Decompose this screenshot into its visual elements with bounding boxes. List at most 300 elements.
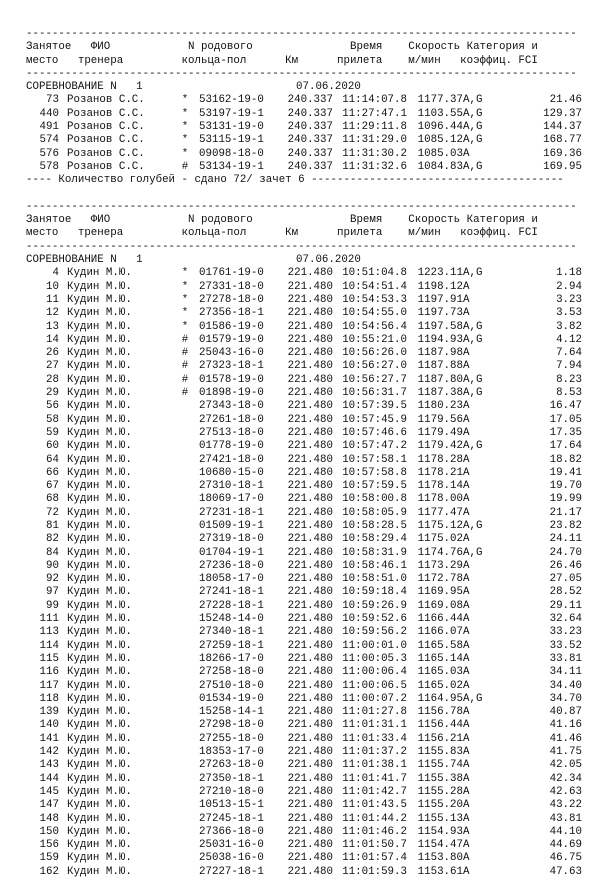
- cell-distance: 221.480: [287, 812, 333, 825]
- result-row: [26, 427, 582, 440]
- cell-place: 576: [39, 147, 59, 160]
- cell-mark: *: [181, 280, 189, 293]
- cell-category: A: [463, 466, 470, 479]
- section-footer: ---- Количество голубей - сдано 72/ зачет 6 ---------------------------------------: [26, 174, 564, 187]
- cell-arrival-time: 10:58:31.9: [342, 546, 407, 559]
- cell-coefficient: 3.53: [556, 307, 582, 320]
- rule-header: -------------------------------------------------------------------------------------: [26, 67, 577, 80]
- result-row: [26, 400, 582, 413]
- cell-coefficient: 2.94: [556, 280, 582, 293]
- cell-distance: 221.480: [287, 599, 333, 612]
- cell-coefficient: 8.53: [556, 387, 582, 400]
- cell-coefficient: 7.64: [556, 347, 582, 360]
- cell-mark: #: [181, 373, 189, 386]
- cell-coefficient: 32.64: [549, 613, 582, 626]
- cell-ring-number: 27319-18-0: [199, 533, 264, 546]
- cell-coefficient: 40.87: [549, 706, 582, 719]
- cell-place: 60: [46, 440, 59, 453]
- cell-category: A: [463, 347, 470, 360]
- result-row: [26, 134, 582, 147]
- cell-ring-number: 01761-19-0: [199, 267, 264, 280]
- cell-arrival-time: 10:59:52.6: [342, 613, 407, 626]
- cell-category: A,G: [463, 94, 483, 107]
- cell-distance: 221.480: [287, 546, 333, 559]
- cell-distance: 221.480: [287, 652, 333, 665]
- cell-mark: *: [181, 267, 189, 280]
- cell-ring-number: 27227-18-1: [199, 865, 264, 878]
- result-row: [26, 586, 582, 599]
- cell-place: 118: [39, 692, 59, 705]
- cell-arrival-time: 10:55:21.0: [342, 333, 407, 346]
- result-row: [26, 839, 582, 852]
- cell-distance: 221.480: [287, 573, 333, 586]
- result-row: [26, 121, 582, 134]
- cell-distance: 221.480: [287, 746, 333, 759]
- cell-arrival-time: 10:57:45.9: [342, 413, 407, 426]
- cell-arrival-time: 11:27:47.1: [342, 107, 407, 120]
- cell-place: 148: [39, 812, 59, 825]
- cell-trainer: Кудин М.Ю.: [67, 785, 132, 798]
- cell-distance: 221.480: [287, 453, 333, 466]
- cell-trainer: Кудин М.Ю.: [67, 360, 132, 373]
- result-row: [26, 773, 582, 786]
- cell-arrival-time: 10:58:28.5: [342, 519, 407, 532]
- cell-speed: 1155.13: [417, 812, 463, 825]
- cell-place: 142: [39, 746, 59, 759]
- cell-speed: 1165.58: [417, 639, 463, 652]
- cell-mark: *: [181, 121, 189, 134]
- cell-distance: 221.480: [287, 706, 333, 719]
- cell-trainer: Кудин М.Ю.: [67, 759, 132, 772]
- cell-place: 4: [52, 267, 59, 280]
- cell-place: 68: [46, 493, 59, 506]
- results-rows: [26, 94, 582, 174]
- cell-distance: 221.480: [287, 280, 333, 293]
- cell-mark: *: [181, 94, 189, 107]
- cell-distance: 221.480: [287, 679, 333, 692]
- cell-place: 156: [39, 839, 59, 852]
- cell-ring-number: 01579-19-0: [199, 333, 264, 346]
- cell-coefficient: 41.46: [549, 732, 582, 745]
- cell-ring-number: 10680-15-0: [199, 466, 264, 479]
- cell-arrival-time: 11:01:33.4: [342, 732, 407, 745]
- cell-trainer: Кудин М.Ю.: [67, 453, 132, 466]
- cell-speed: 1155.28: [417, 785, 463, 798]
- cell-category: A: [463, 812, 470, 825]
- cell-mark: *: [181, 134, 189, 147]
- cell-arrival-time: 11:01:43.5: [342, 799, 407, 812]
- cell-mark: #: [181, 347, 189, 360]
- cell-place: 66: [46, 466, 59, 479]
- cell-arrival-time: 10:54:51.4: [342, 280, 407, 293]
- cell-speed: 1165.03: [417, 666, 463, 679]
- cell-distance: 240.337: [287, 134, 333, 147]
- result-row: [26, 560, 582, 573]
- cell-trainer: Кудин М.Ю.: [67, 719, 132, 732]
- cell-ring-number: 53162-19-0: [199, 94, 264, 107]
- cell-distance: 221.480: [287, 852, 333, 865]
- cell-distance: 221.480: [287, 865, 333, 878]
- result-row: [26, 680, 582, 693]
- cell-trainer: Кудин М.Ю.: [67, 280, 132, 293]
- cell-distance: 221.480: [287, 360, 333, 373]
- cell-trainer: Кудин М.Ю.: [67, 546, 132, 559]
- cell-category: A,G: [463, 387, 483, 400]
- cell-place: 26: [46, 347, 59, 360]
- cell-arrival-time: 11:01:57.4: [342, 852, 407, 865]
- cell-place: 28: [46, 373, 59, 386]
- result-row: [26, 573, 582, 586]
- cell-speed: 1178.00: [417, 493, 463, 506]
- cell-speed: 1180.23: [417, 400, 463, 413]
- cell-arrival-time: 10:58:00.8: [342, 493, 407, 506]
- cell-ring-number: 27421-18-0: [199, 453, 264, 466]
- cell-category: A,G: [463, 134, 483, 147]
- cell-distance: 221.480: [287, 293, 333, 306]
- cell-coefficient: 17.05: [549, 413, 582, 426]
- cell-category: A,G: [463, 333, 483, 346]
- result-row: [26, 613, 582, 626]
- cell-distance: 221.480: [287, 333, 333, 346]
- cell-category: A: [463, 652, 470, 665]
- cell-arrival-time: 11:31:32.6: [342, 160, 407, 173]
- cell-place: 59: [46, 426, 59, 439]
- cell-place: 115: [39, 652, 59, 665]
- cell-distance: 240.337: [287, 147, 333, 160]
- cell-coefficient: 169.95: [543, 160, 582, 173]
- cell-distance: 240.337: [287, 94, 333, 107]
- cell-category: A: [463, 426, 470, 439]
- cell-place: 29: [46, 387, 59, 400]
- cell-distance: 221.480: [287, 320, 333, 333]
- cell-arrival-time: 11:01:42.7: [342, 785, 407, 798]
- cell-ring-number: 27310-18-1: [199, 480, 264, 493]
- cell-coefficient: 19.99: [549, 493, 582, 506]
- result-row: [26, 148, 582, 161]
- cell-distance: 221.480: [287, 732, 333, 745]
- cell-speed: 1223.11: [417, 267, 463, 280]
- competition-date: 07.06.2020: [296, 254, 361, 267]
- cell-coefficient: 19.41: [549, 466, 582, 479]
- cell-speed: 1156.21: [417, 732, 463, 745]
- cell-place: 97: [46, 586, 59, 599]
- cell-distance: 221.480: [287, 480, 333, 493]
- cell-trainer: Кудин М.Ю.: [67, 387, 132, 400]
- cell-place: 81: [46, 519, 59, 532]
- cell-place: 11: [46, 293, 59, 306]
- cell-place: 139: [39, 706, 59, 719]
- cell-speed: 1187.98: [417, 347, 463, 360]
- cell-speed: 1085.12: [417, 134, 463, 147]
- cell-arrival-time: 11:01:27.8: [342, 706, 407, 719]
- cell-trainer: Кудин М.Ю.: [67, 519, 132, 532]
- cell-category: A: [463, 732, 470, 745]
- cell-category: A: [463, 865, 470, 878]
- cell-place: 159: [39, 852, 59, 865]
- cell-category: A: [463, 613, 470, 626]
- cell-mark: #: [181, 333, 189, 346]
- cell-speed: 1179.56: [417, 413, 463, 426]
- cell-distance: 240.337: [287, 160, 333, 173]
- cell-place: 72: [46, 506, 59, 519]
- cell-arrival-time: 11:31:30.2: [342, 147, 407, 160]
- cell-trainer: Кудин М.Ю.: [67, 413, 132, 426]
- cell-distance: 221.480: [287, 519, 333, 532]
- cell-trainer: Кудин М.Ю.: [67, 679, 132, 692]
- result-row: [26, 826, 582, 839]
- cell-category: A: [463, 147, 470, 160]
- cell-mark: *: [181, 307, 189, 320]
- cell-coefficient: 28.52: [549, 586, 582, 599]
- cell-place: 147: [39, 799, 59, 812]
- cell-arrival-time: 11:01:41.7: [342, 772, 407, 785]
- cell-place: 117: [39, 679, 59, 692]
- cell-ring-number: 27278-18-0: [199, 293, 264, 306]
- cell-arrival-time: 10:57:47.2: [342, 440, 407, 453]
- cell-category: A: [463, 559, 470, 572]
- cell-arrival-time: 10:57:58.1: [342, 453, 407, 466]
- cell-distance: 221.480: [287, 440, 333, 453]
- cell-speed: 1177.37: [417, 94, 463, 107]
- cell-coefficient: 19.70: [549, 480, 582, 493]
- cell-ring-number: 01534-19-0: [199, 692, 264, 705]
- cell-place: 141: [39, 732, 59, 745]
- cell-speed: 1165.02: [417, 679, 463, 692]
- cell-speed: 1175.12: [417, 519, 463, 532]
- cell-arrival-time: 11:00:07.2: [342, 692, 407, 705]
- cell-distance: 221.480: [287, 586, 333, 599]
- cell-coefficient: 43.22: [549, 799, 582, 812]
- cell-speed: 1164.95: [417, 692, 463, 705]
- result-row: [26, 813, 582, 826]
- result-row: [26, 374, 582, 387]
- cell-place: 162: [39, 865, 59, 878]
- column-header-line-1: Занятое ФИО N родового Время Скорость Категория и: [26, 41, 538, 54]
- cell-category: A: [463, 413, 470, 426]
- cell-place: 491: [39, 121, 59, 134]
- cell-mark: *: [181, 147, 189, 160]
- cell-speed: 1173.29: [417, 559, 463, 572]
- cell-category: A: [463, 573, 470, 586]
- result-row: [26, 533, 582, 546]
- cell-trainer: Кудин М.Ю.: [67, 586, 132, 599]
- cell-ring-number: 25031-16-0: [199, 839, 264, 852]
- cell-distance: 221.480: [287, 559, 333, 572]
- column-header-line-2: место тренера кольца-пол Км прилета м/мин коэффиц. FCI: [26, 227, 538, 240]
- competition-line: [26, 254, 582, 267]
- cell-speed: 1178.21: [417, 466, 463, 479]
- cell-distance: 221.480: [287, 267, 333, 280]
- result-row: [26, 719, 582, 732]
- result-row: [26, 866, 582, 879]
- cell-trainer: Кудин М.Ю.: [67, 746, 132, 759]
- spacer: [26, 188, 582, 201]
- result-row: [26, 653, 582, 666]
- result-row: [26, 852, 582, 865]
- cell-ring-number: 53115-19-1: [199, 134, 264, 147]
- cell-trainer: Кудин М.Ю.: [67, 666, 132, 679]
- cell-place: 56: [46, 400, 59, 413]
- cell-category: A: [463, 825, 470, 838]
- cell-category: A: [463, 852, 470, 865]
- cell-place: 67: [46, 480, 59, 493]
- cell-category: A: [463, 400, 470, 413]
- cell-coefficient: 43.81: [549, 812, 582, 825]
- cell-coefficient: 42.34: [549, 772, 582, 785]
- cell-ring-number: 27259-18-1: [199, 639, 264, 652]
- cell-trainer: Кудин М.Ю.: [67, 839, 132, 852]
- cell-trainer: Розанов С.С.: [67, 94, 145, 107]
- cell-speed: 1169.95: [417, 586, 463, 599]
- cell-trainer: Кудин М.Ю.: [67, 599, 132, 612]
- cell-place: 13: [46, 320, 59, 333]
- result-row: [26, 706, 582, 719]
- cell-category: A: [463, 706, 470, 719]
- cell-mark: *: [181, 107, 189, 120]
- cell-ring-number: 27210-18-0: [199, 785, 264, 798]
- result-row: [26, 414, 582, 427]
- cell-trainer: Кудин М.Ю.: [67, 706, 132, 719]
- cell-ring-number: 27298-18-0: [199, 719, 264, 732]
- cell-arrival-time: 10:58:46.1: [342, 559, 407, 572]
- cell-arrival-time: 11:14:07.8: [342, 94, 407, 107]
- cell-ring-number: 01509-19-1: [199, 519, 264, 532]
- cell-place: 84: [46, 546, 59, 559]
- cell-category: A: [463, 480, 470, 493]
- cell-speed: 1187.88: [417, 360, 463, 373]
- result-row: [26, 267, 582, 280]
- column-header-line-1: Занятое ФИО N родового Время Скорость Категория и: [26, 214, 538, 227]
- cell-category: A: [463, 746, 470, 759]
- cell-speed: 1153.80: [417, 852, 463, 865]
- cell-arrival-time: 11:01:46.2: [342, 825, 407, 838]
- cell-ring-number: 27228-18-1: [199, 599, 264, 612]
- cell-trainer: Розанов С.С.: [67, 147, 145, 160]
- cell-speed: 1175.02: [417, 533, 463, 546]
- cell-ring-number: 25038-16-0: [199, 852, 264, 865]
- cell-place: 58: [46, 413, 59, 426]
- cell-place: 82: [46, 533, 59, 546]
- cell-ring-number: 27510-18-0: [199, 679, 264, 692]
- cell-place: 64: [46, 453, 59, 466]
- result-row: [26, 480, 582, 493]
- cell-distance: 221.480: [287, 666, 333, 679]
- cell-speed: 1156.44: [417, 719, 463, 732]
- cell-trainer: Кудин М.Ю.: [67, 307, 132, 320]
- cell-place: 14: [46, 333, 59, 346]
- cell-arrival-time: 10:56:26.0: [342, 347, 407, 360]
- result-row: [26, 161, 582, 174]
- cell-ring-number: 01778-19-0: [199, 440, 264, 453]
- cell-arrival-time: 10:59:56.2: [342, 626, 407, 639]
- cell-category: A,G: [463, 107, 483, 120]
- competition-date: 07.06.2020: [296, 81, 361, 94]
- cell-arrival-time: 10:56:27.0: [342, 360, 407, 373]
- cell-place: 12: [46, 307, 59, 320]
- cell-coefficient: 21.17: [549, 506, 582, 519]
- cell-trainer: Кудин М.Ю.: [67, 440, 132, 453]
- cell-trainer: Розанов С.С.: [67, 121, 145, 134]
- cell-coefficient: 47.63: [549, 865, 582, 878]
- cell-trainer: Кудин М.Ю.: [67, 613, 132, 626]
- cell-trainer: Кудин М.Ю.: [67, 506, 132, 519]
- cell-speed: 1172.78: [417, 573, 463, 586]
- cell-arrival-time: 10:56:27.7: [342, 373, 407, 386]
- cell-trainer: Кудин М.Ю.: [67, 852, 132, 865]
- cell-speed: 1197.91: [417, 293, 463, 306]
- cell-arrival-time: 10:58:05.9: [342, 506, 407, 519]
- cell-category: A: [463, 493, 470, 506]
- cell-speed: 1103.55: [417, 107, 463, 120]
- cell-place: 574: [39, 134, 59, 147]
- cell-ring-number: 27236-18-0: [199, 559, 264, 572]
- cell-coefficient: 1.18: [556, 267, 582, 280]
- cell-coefficient: 46.75: [549, 852, 582, 865]
- result-row: [26, 321, 582, 334]
- cell-arrival-time: 10:57:58.8: [342, 466, 407, 479]
- cell-ring-number: 27263-18-0: [199, 759, 264, 772]
- cell-arrival-time: 10:56:31.7: [342, 387, 407, 400]
- cell-category: A: [463, 453, 470, 466]
- cell-arrival-time: 10:59:26.9: [342, 599, 407, 612]
- result-row: [26, 334, 582, 347]
- cell-arrival-time: 10:54:53.3: [342, 293, 407, 306]
- cell-ring-number: 18058-17-0: [199, 573, 264, 586]
- result-row: [26, 360, 582, 373]
- cell-distance: 221.480: [287, 400, 333, 413]
- cell-ring-number: 15248-14-0: [199, 613, 264, 626]
- cell-category: A: [463, 293, 470, 306]
- cell-place: 116: [39, 666, 59, 679]
- cell-trainer: Кудин М.Ю.: [67, 639, 132, 652]
- cell-speed: 1174.76: [417, 546, 463, 559]
- cell-speed: 1169.08: [417, 599, 463, 612]
- cell-trainer: Кудин М.Ю.: [67, 333, 132, 346]
- cell-place: 143: [39, 759, 59, 772]
- result-row: [26, 666, 582, 679]
- cell-coefficient: 34.40: [549, 679, 582, 692]
- cell-distance: 221.480: [287, 307, 333, 320]
- cell-ring-number: 01578-19-0: [199, 373, 264, 386]
- cell-arrival-time: 10:57:46.6: [342, 426, 407, 439]
- cell-category: A,G: [463, 320, 483, 333]
- result-row: [26, 507, 582, 520]
- result-row: [26, 640, 582, 653]
- cell-coefficient: 3.82: [556, 320, 582, 333]
- result-row: [26, 799, 582, 812]
- cell-trainer: Розанов С.С.: [67, 160, 145, 173]
- cell-coefficient: 7.94: [556, 360, 582, 373]
- cell-trainer: Кудин М.Ю.: [67, 865, 132, 878]
- cell-place: 114: [39, 639, 59, 652]
- cell-coefficient: 44.69: [549, 839, 582, 852]
- cell-trainer: Кудин М.Ю.: [67, 652, 132, 665]
- cell-arrival-time: 11:01:50.7: [342, 839, 407, 852]
- cell-category: A: [463, 533, 470, 546]
- cell-speed: 1178.28: [417, 453, 463, 466]
- cell-speed: 1096.44: [417, 121, 463, 134]
- cell-coefficient: 168.77: [543, 134, 582, 147]
- cell-trainer: Кудин М.Ю.: [67, 799, 132, 812]
- cell-category: A,G: [463, 546, 483, 559]
- cell-coefficient: 42.63: [549, 785, 582, 798]
- cell-trainer: Кудин М.Ю.: [67, 559, 132, 572]
- cell-coefficient: 41.16: [549, 719, 582, 732]
- cell-speed: 1166.44: [417, 613, 463, 626]
- cell-ring-number: 27340-18-1: [199, 626, 264, 639]
- rule-header: -------------------------------------------------------------------------------------: [26, 240, 577, 253]
- cell-ring-number: 27343-18-0: [199, 400, 264, 413]
